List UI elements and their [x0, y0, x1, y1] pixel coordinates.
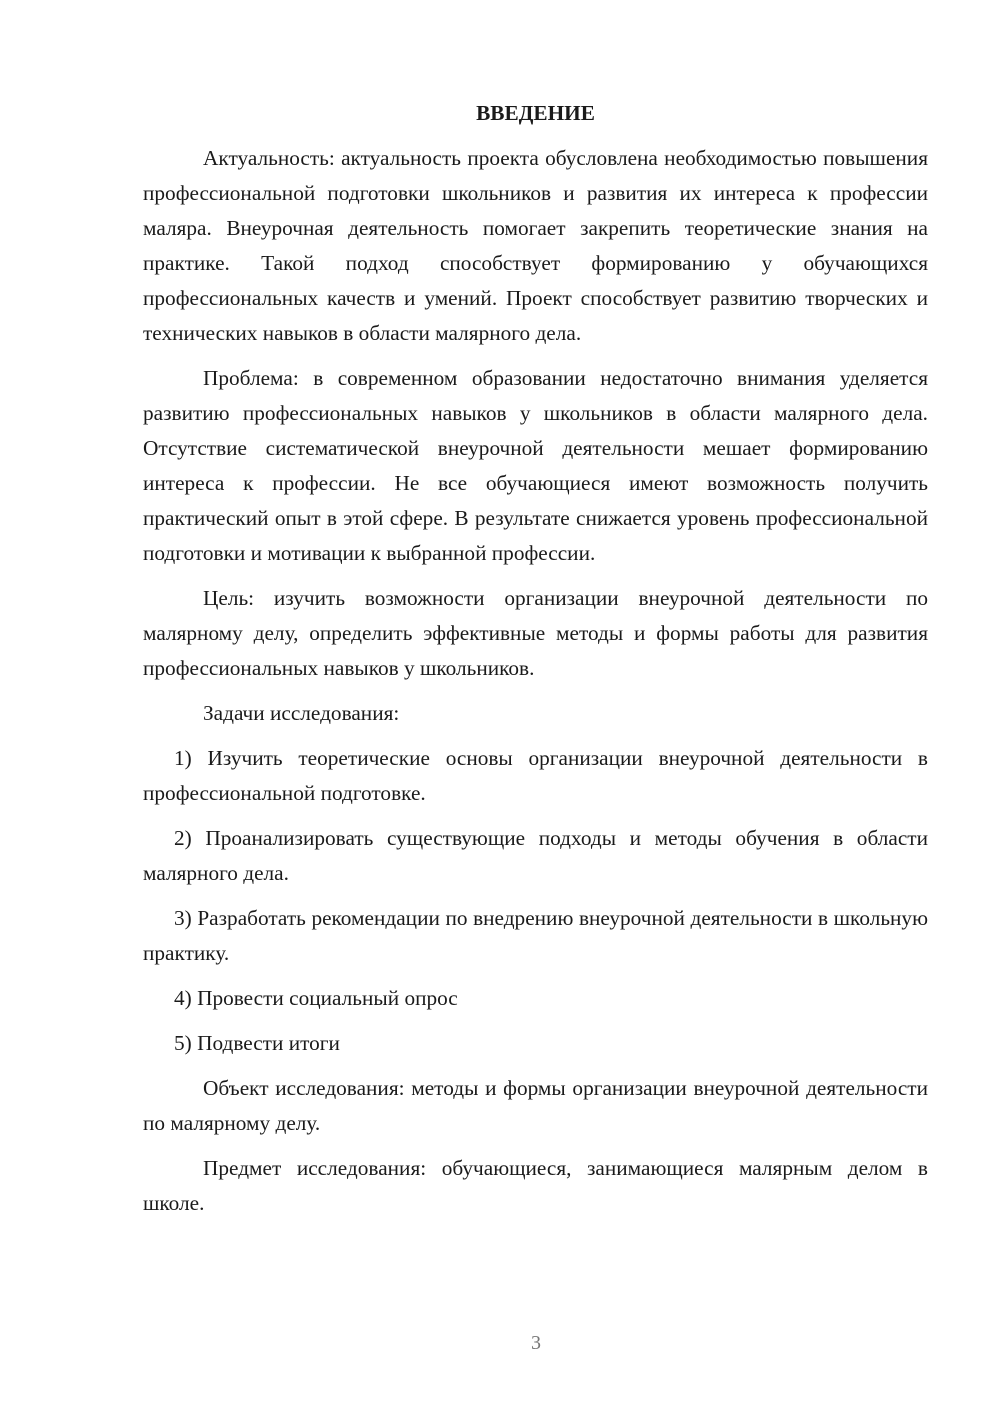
task-item-5: 5) Подвести итоги — [174, 1031, 340, 1055]
page-title: ВВЕДЕНИЕ — [476, 101, 595, 125]
paragraph-relevance: Актуальность: актуальность проекта обусловлена необходимостью повышения профессиональной подготовки школьников и развития их интереса к профессии маляра. Внеурочная деятельность помогает закрепить теоретические знания на практике. Такой подход способствует формированию у обучающихся профессиональных качеств и умений. Проект способствует развитию творческих и технических навыков в области малярного дела. — [143, 146, 928, 345]
task-item-4: 4) Провести социальный опрос — [174, 986, 458, 1010]
page-number: 3 — [531, 1332, 541, 1354]
task-item-2: 2) Проанализировать существующие подходы и методы обучения в области малярного дела. — [143, 826, 928, 885]
paragraph-object: Объект исследования: методы и формы организации внеурочной деятельности по малярному делу. — [143, 1076, 928, 1135]
paragraph-subject: Предмет исследования: обучающиеся, занимающиеся малярным делом в школе. — [143, 1156, 928, 1215]
document-body — [143, 96, 928, 1231]
task-item-3: 3) Разработать рекомендации по внедрению внеурочной деятельности в школьную практику. — [143, 906, 928, 965]
tasks-heading: Задачи исследования: — [203, 701, 400, 725]
paragraph-goal: Цель: изучить возможности организации внеурочной деятельности по малярному делу, определить эффективные методы и формы работы для развития профессиональных навыков у школьников. — [143, 586, 928, 680]
task-item-1: 1) Изучить теоретические основы организации внеурочной деятельности в профессиональной подготовке. — [143, 746, 928, 805]
paragraph-problem: Проблема: в современном образовании недостаточно внимания уделяется развитию профессиональных навыков у школьников в области малярного дела. Отсутствие систематической внеурочной деятельности мешает формированию интереса к профессии. Не все обучающиеся имеют возможность получить практический опыт в этой сфере. В результате снижается уровень профессиональной подготовки и мотивации к выбранной профессии. — [143, 366, 928, 565]
